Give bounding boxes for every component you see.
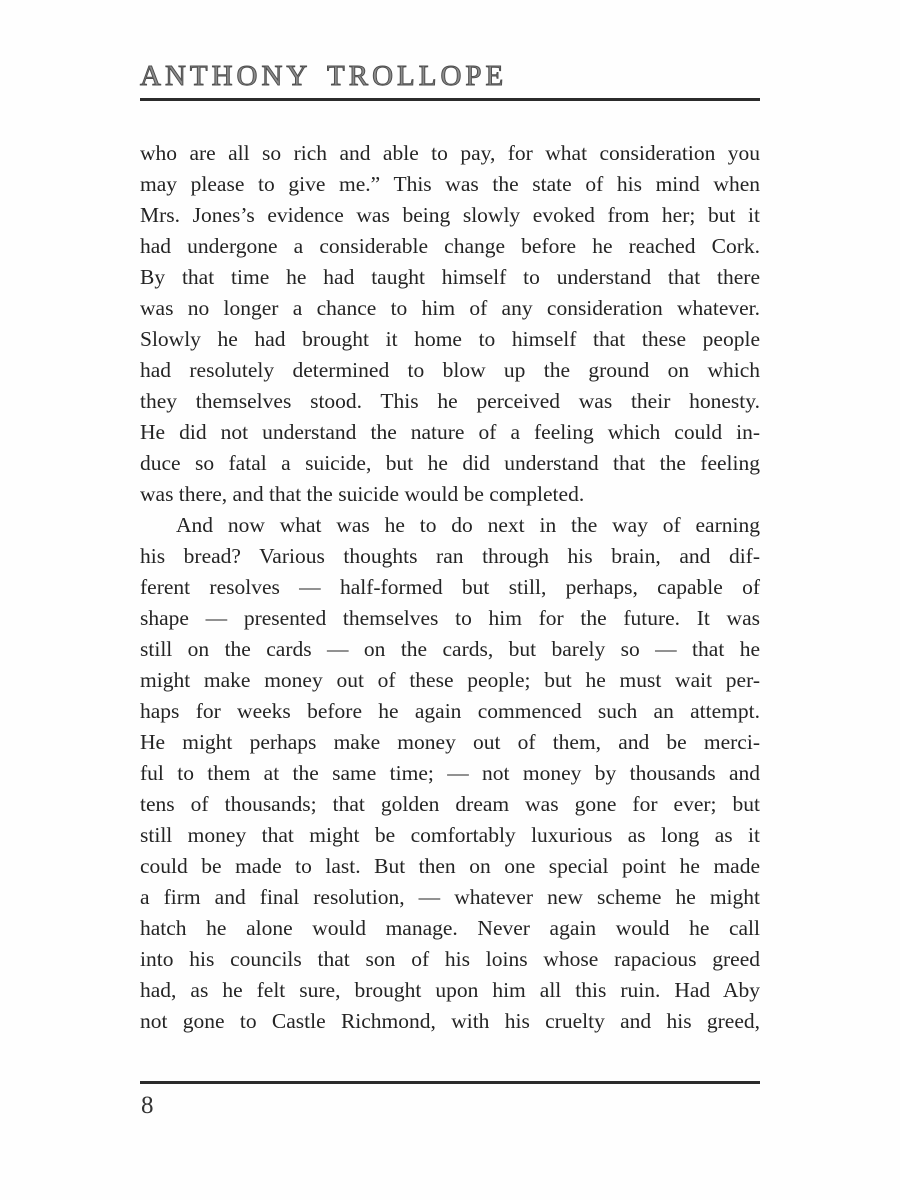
text-line: shape — presented themselves to him for the future. It was — [140, 606, 760, 630]
text-line: his bread? Various thoughts ran through his brain, and dif- — [140, 544, 760, 568]
text-line: into his councils that son of his loins whose rapacious greed — [140, 947, 760, 971]
text-line: duce so fatal a suicide, but he did understand that the feeling — [140, 451, 760, 475]
page-number: 8 — [141, 1092, 154, 1119]
page-body — [140, 138, 760, 1037]
text-line: not gone to Castle Richmond, with his cruelty and his greed, — [140, 1009, 760, 1033]
text-line: tens of thousands; that golden dream was gone for ever; but — [140, 792, 760, 816]
text-line: had resolutely determined to blow up the ground on which — [140, 358, 760, 382]
text-line: still money that might be comfortably luxurious as long as it — [140, 823, 760, 847]
text-line: was no longer a chance to him of any consideration whatever. — [140, 296, 760, 320]
running-header-author: ANTHONY TROLLOPE — [140, 60, 508, 92]
text-line: Slowly he had brought it home to himself that these people — [140, 327, 760, 351]
text-line: hatch he alone would manage. Never again would he call — [140, 916, 760, 940]
text-line: had, as he felt sure, brought upon him all this ruin. Had Aby — [140, 978, 760, 1002]
text-line: haps for weeks before he again commenced such an attempt. — [140, 699, 760, 723]
paragraph — [140, 138, 760, 510]
paragraph — [140, 510, 760, 1037]
text-line: a firm and final resolution, — whatever new scheme he might — [140, 885, 760, 909]
text-line: He did not understand the nature of a feeling which could in- — [140, 420, 760, 444]
text-line: ferent resolves — half-formed but still, perhaps, capable of — [140, 575, 760, 599]
text-line: And now what was he to do next in the way of earning — [176, 513, 760, 537]
text-line: still on the cards — on the cards, but barely so — that he — [140, 637, 760, 661]
text-line: who are all so rich and able to pay, for what consideration you — [140, 141, 760, 165]
text-line: had undergone a considerable change before he reached Cork. — [140, 234, 760, 258]
text-line: may please to give me.” This was the state of his mind when — [140, 172, 760, 196]
text-line: By that time he had taught himself to understand that there — [140, 265, 760, 289]
text-line: they themselves stood. This he perceived was their honesty. — [140, 389, 760, 413]
footer-rule — [140, 1081, 760, 1084]
text-line: might make money out of these people; but he must wait per- — [140, 668, 760, 692]
header-rule — [140, 98, 760, 101]
text-line: was there, and that the suicide would be completed. — [140, 482, 585, 506]
text-line: ful to them at the same time; — not money by thousands and — [140, 761, 760, 785]
text-line: Mrs. Jones’s evidence was being slowly evoked from her; but it — [140, 203, 760, 227]
text-line: could be made to last. But then on one special point he made — [140, 854, 760, 878]
text-line: He might perhaps make money out of them, and be merci- — [140, 730, 760, 754]
